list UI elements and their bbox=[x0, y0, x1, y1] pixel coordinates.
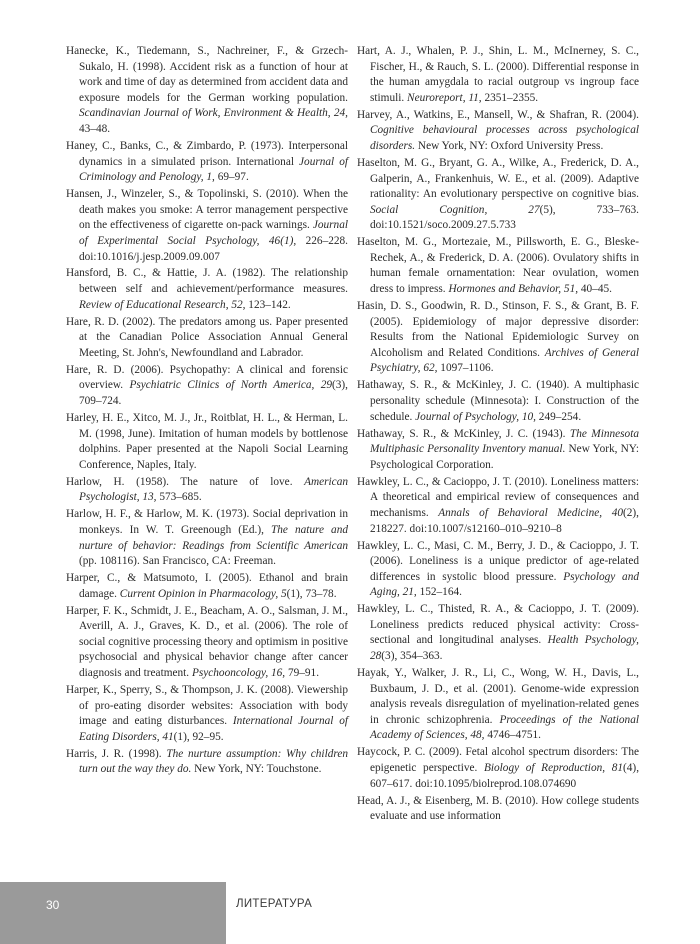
reference-source-title: Psychology and Aging, 21, bbox=[370, 570, 639, 599]
reference-text: Harris, J. R. (1998). bbox=[66, 747, 167, 760]
reference-text: Harper, F. K., Schmidt, J. E., Beacham, A. O., Salsman, J. M., Averill, A. J., Graves, K. D., et al. (2006). The role of social cognitive processing theory and optimism in positive psychosocial and physical behavior change after cancer diagnosis and treatment. bbox=[66, 604, 348, 680]
reference-text: Harlow, H. F., & Harlow, M. K. (1973). Social deprivation in monkeys. In W. T. Greenough (Ed.), bbox=[66, 508, 348, 536]
reference-entry bbox=[357, 108, 639, 155]
reference-entry bbox=[357, 44, 639, 106]
reference-details: 152–164. bbox=[416, 586, 462, 599]
reference-entry bbox=[66, 363, 348, 410]
reference-source-title: American Psychologist, 13, bbox=[79, 475, 348, 504]
reference-details: 79–91. bbox=[285, 667, 320, 680]
reference-entry bbox=[357, 235, 639, 297]
reference-details: 43–48. bbox=[79, 122, 111, 135]
reference-source-title: Scandinavian Journal of Work, Environment & Health, 24, bbox=[79, 107, 348, 120]
reference-text: Haney, C., Banks, C., & Zimbardo, P. (1973). Interpersonal dynamics in a simulated prison. International bbox=[66, 139, 348, 168]
reference-source-title: Social Cognition, 27 bbox=[370, 203, 540, 216]
reference-entry bbox=[66, 315, 348, 362]
reference-text: Harper, K., Sperry, S., & Thompson, J. K. (2008). Viewership of pro-eating disorder websites: Association with body image and eating disturbances. bbox=[66, 684, 348, 728]
reference-source-title: Current Opinion in Pharmacology, 5 bbox=[119, 587, 287, 600]
reference-text: Haycock, P. C. (2009). Fetal alcohol spectrum disorders: The epigenetic perspective. bbox=[357, 746, 639, 775]
reference-entry bbox=[357, 299, 639, 377]
reference-text: Hare, R. D. (2006). Psychopathy: A clinical and forensic overview. bbox=[66, 363, 348, 392]
reference-source-title: Health Psychology, 28 bbox=[370, 634, 640, 663]
reference-details: 573–685. bbox=[156, 491, 202, 504]
references-right-column bbox=[357, 44, 639, 826]
reference-text: Harvey, A., Watkins, E., Mansell, W., & Shafran, R. (2004). bbox=[357, 108, 639, 121]
reference-entry bbox=[357, 156, 639, 234]
reference-entry bbox=[66, 139, 348, 186]
reference-details: 1097–1106. bbox=[437, 362, 494, 375]
reference-details: New York, NY: Psychological Corporation. bbox=[370, 443, 639, 471]
reference-details: (3), 354–363. bbox=[381, 650, 443, 663]
reference-source-title: Neuroreport, 11, bbox=[407, 91, 482, 104]
footer-page-tab bbox=[0, 882, 226, 944]
reference-text: Harley, H. E., Xitco, M. J., Jr., Roitblat, H. L., & Herman, L. M. (1998, June). Imitation of human models by bottlenose dolphins. Paper presented at the Napoli Social Learning Conference, Naples, Italy. bbox=[66, 412, 348, 471]
reference-source-title: Journal of Psychology, 10, bbox=[415, 410, 536, 423]
reference-text: Hart, A. J., Whalen, P. J., Shin, L. M., McInerney, S. C., Fischer, H., & Rauch, S. L. (2000). Differential response in the human amygdala to racial outgroup vs ingroup face stimuli. bbox=[357, 45, 639, 104]
reference-entry bbox=[357, 602, 639, 664]
reference-text: Head, A. J., & Eisenberg, M. B. (2010). How college students evaluate and use information bbox=[357, 794, 639, 823]
reference-entry bbox=[357, 475, 639, 537]
reference-details: 2351–2355. bbox=[481, 91, 539, 104]
reference-details: New York, NY: Oxford University Press. bbox=[415, 139, 604, 152]
reference-entry bbox=[66, 507, 348, 569]
reference-text: Harper, C., & Matsumoto, I. (2005). Ethanol and brain damage. bbox=[66, 572, 348, 600]
reference-entry bbox=[357, 794, 639, 825]
reference-source-title: Hormones and Behavior, 51, bbox=[448, 283, 579, 296]
reference-text: Hawkley, L. C., Masi, C. M., Berry, J. D., & Cacioppo, J. T. (2006). Loneliness is a unique predictor of age-related differences in systolic blood pressure. bbox=[357, 539, 639, 583]
reference-details: 249–254. bbox=[535, 410, 582, 423]
reference-entry bbox=[357, 427, 639, 474]
reference-source-title: The nurture assumption: Why children turn out the way they do. bbox=[79, 747, 348, 776]
reference-source-title: Archives of General Psychiatry, 62, bbox=[370, 346, 639, 375]
reference-text: Hansen, J., Winzeler, S., & Topolinski, S. (2010). When the death makes you smoke: A terror management perspective on the effectiveness of cigarette on-pack warnings. bbox=[66, 188, 348, 232]
reference-text: Hayak, Y., Walker, J. R., Li, C., Wong, W. H., Davis, L., Buxbaum, J. D., et al. (2001). Genome-wide expression analysis reveals disregulation of myelination-related genes in chronic schizophrenia. bbox=[357, 667, 639, 726]
reference-source-title: Proceedings of the National Academy of Sciences, 48, bbox=[370, 713, 639, 742]
reference-entry bbox=[66, 187, 348, 265]
reference-text: Hare, R. D. (2002). The predators among us. Paper presented at the Canadian Police Association Annual General Meeting, St. John's, Newfoundland and Labrador. bbox=[66, 315, 348, 359]
reference-details: 4746–4751. bbox=[484, 729, 541, 742]
reference-entry bbox=[357, 539, 639, 601]
reference-text: Harlow, H. (1958). The nature of love. bbox=[66, 475, 305, 488]
reference-source-title: Annals of Behavioral Medicine, 40 bbox=[438, 506, 623, 519]
reference-entry bbox=[66, 604, 348, 682]
page-number: 30 bbox=[46, 898, 60, 912]
reference-details: (4), 607–617. doi:10.1095/biolreprod.108.074690 bbox=[370, 762, 640, 790]
reference-entry bbox=[66, 683, 348, 745]
reference-entry bbox=[66, 747, 348, 778]
reference-text: Hathaway, S. R., & McKinley, J. C. (1940). A multiphasic personality schedule (Minnesota): I. Construction of the schedule. bbox=[357, 379, 639, 423]
reference-source-title: Psychiatric Clinics of North America, 29 bbox=[129, 379, 332, 392]
running-footer-title: ЛИТЕРАТУРА bbox=[236, 898, 313, 910]
reference-text: Hansford, B. C., & Hattie, J. A. (1982). The relationship between self and achievement/performance measures. bbox=[66, 267, 348, 296]
reference-entry bbox=[357, 378, 639, 425]
reference-entry bbox=[66, 475, 348, 506]
reference-details: (1), 92–95. bbox=[173, 730, 224, 743]
reference-text: Hanecke, K., Tiedemann, S., Nachreiner, F., & Grzech-Sukalo, H. (1998). Accident risk as a function of hour at work and time of day as determined from accident data and exposure models for the German working population. bbox=[66, 45, 348, 104]
reference-source-title: Journal of Criminology and Penology, 1, bbox=[79, 155, 348, 184]
reference-source-title: Psychooncology, 16, bbox=[191, 667, 286, 680]
reference-text: Hasin, D. S., Goodwin, R. D., Stinson, F. S., & Grant, B. F. (2005). Epidemiology of major depressive disorder: Results from the National Epidemiologic Survey on Alcoholism and Related Conditions. bbox=[357, 300, 639, 359]
reference-entry bbox=[66, 266, 348, 313]
reference-source-title: Journal of Experimental Social Psychology, 46(1), bbox=[79, 219, 348, 247]
reference-details: (3), 709–724. bbox=[79, 379, 348, 408]
reference-details: 226–228. doi:10.1016/j.jesp.2009.09.007 bbox=[79, 234, 349, 263]
reference-details: (5), 733–763. doi:10.1521/soco.2009.27.5.733 bbox=[370, 203, 639, 232]
reference-details: 69–97. bbox=[214, 171, 249, 184]
references-left-column bbox=[66, 44, 348, 779]
reference-details: 123–142. bbox=[245, 298, 291, 311]
reference-entry bbox=[357, 745, 639, 792]
reference-entry bbox=[66, 44, 348, 138]
reference-text: Hawkley, L. C., Thisted, R. A., & Cacioppo, J. T. (2009). Loneliness predicts reduced physical activity: Cross-sectional and longitudinal analyses. bbox=[357, 603, 639, 647]
reference-entry bbox=[66, 571, 348, 602]
reference-text: Hawkley, L. C., & Cacioppo, J. T. (2010). Loneliness matters: A theoretical and empirical review of consequences and mechanisms. bbox=[357, 475, 639, 519]
reference-text: Hathaway, S. R., & McKinley, J. C. (1943). bbox=[357, 427, 570, 440]
reference-source-title: International Journal of Eating Disorders, 41 bbox=[79, 715, 348, 743]
reference-entry bbox=[66, 411, 348, 473]
reference-details: (pp. 108116). San Francisco, CA: Freeman. bbox=[79, 555, 276, 568]
reference-details: (1), 73–78. bbox=[286, 587, 337, 600]
reference-details: New York, NY: Touchstone. bbox=[191, 763, 322, 776]
reference-source-title: The Minnesota Multiphasic Personality Inventory manual. bbox=[370, 427, 639, 456]
reference-entry bbox=[357, 666, 639, 744]
reference-details: (2), 218227. doi:10.1007/s12160–010–9210–8 bbox=[370, 506, 639, 535]
reference-source-title: The nature and nurture of behavior: Readings from Scientific American bbox=[79, 523, 348, 552]
reference-text: Haselton, M. G., Bryant, G. A., Wilke, A., Frederick, D. A., Galperin, A., Frankenhuis, W. E., et al. (2009). Adaptive rationality: An evolutionary perspective on cognitive bias. bbox=[357, 156, 639, 201]
reference-source-title: Review of Educational Research, 52, bbox=[79, 298, 246, 311]
reference-text: Haselton, M. G., Mortezaie, M., Pillsworth, E. G., Bleske-Rechek, A., & Frederick, D. A. (2006). Ovulatory shifts in human female ornamentation: Near ovulation, women dress to impress. bbox=[357, 236, 639, 296]
reference-source-title: Biology of Reproduction, 81 bbox=[483, 762, 624, 775]
reference-details: 40–45. bbox=[578, 283, 612, 296]
reference-source-title: Cognitive behavioural processes across psychological disorders. bbox=[370, 124, 639, 152]
